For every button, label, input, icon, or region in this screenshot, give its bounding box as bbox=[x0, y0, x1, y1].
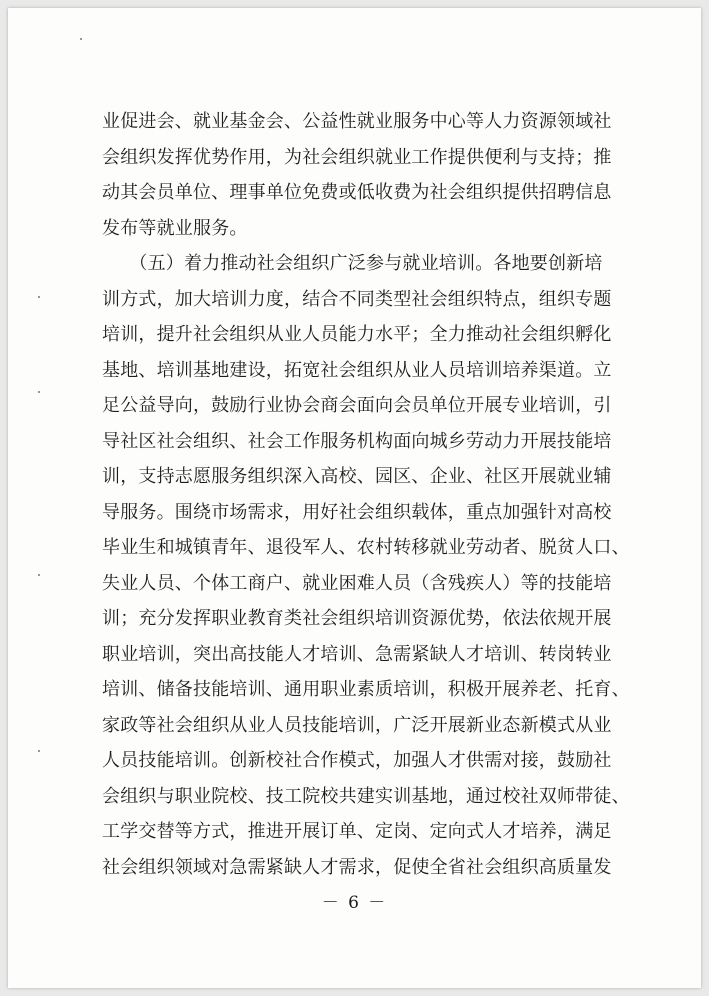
text-line: 足公益导向，鼓励行业协会商会面向会员单位开展专业培训，引 bbox=[102, 395, 612, 416]
scan-speck bbox=[38, 750, 40, 752]
text-line: 发布等就业服务。 bbox=[102, 217, 248, 239]
text-line: 会组织发挥优势作用，为社会组织就业工作提供便利与支持；推 bbox=[102, 146, 612, 168]
text-line: 职业培训，突出高技能人才培训、急需紧缺人才培训、转岗转业 bbox=[102, 643, 612, 665]
text-line: 工学交替等方式，推进开展订单、定岗、定向式人才培养，满足 bbox=[102, 821, 612, 842]
text-line: 培训、储备技能培训、通用职业素质培训，积极开展养老、托育、 bbox=[102, 679, 630, 700]
text-line: 社会组织领域对急需紧缺人才需求，促使全省社会组织高质量发 bbox=[102, 856, 612, 878]
scan-speck bbox=[80, 38, 82, 40]
text-line: 训；充分发挥职业教育类社会组织培训资源优势，依法依规开展 bbox=[102, 608, 612, 629]
text-line: 业促进会、就业基金会、公益性就业服务中心等人力资源领域社 bbox=[102, 111, 612, 132]
text-line: （五）着力推动社会组织广泛参与就业培训。各地要创新培 bbox=[102, 253, 603, 274]
text-line: 导社区社会组织、社会工作服务机构面向城乡劳动力开展技能培 bbox=[102, 430, 612, 452]
scan-speck bbox=[38, 391, 40, 393]
text-line: 训方式，加大培训力度，结合不同类型社会组织特点，组织专题 bbox=[102, 288, 612, 310]
text-line: 基地、培训基地建设，拓宽社会组织从业人员培训培养渠道。立 bbox=[102, 359, 612, 381]
text-line: 训，支持志愿服务组织深入高校、园区、企业、社区开展就业辅 bbox=[102, 466, 612, 487]
text-line: 动其会员单位、理事单位免费或低收费为社会组织提供招聘信息 bbox=[102, 182, 612, 203]
text-line: 人员技能培训。创新校社合作模式，加强人才供需对接，鼓励社 bbox=[102, 750, 612, 771]
page-number: － 6 － bbox=[321, 893, 388, 913]
text-line: 毕业生和城镇青年、退役军人、农村转移就业劳动者、脱贫人口、 bbox=[102, 537, 630, 558]
text-line: 会组织与职业院校、技工院校共建实训基地，通过校社双师带徒、 bbox=[102, 785, 630, 807]
text-line: 导服务。围绕市场需求，用好社会组织载体，重点加强针对高校 bbox=[102, 501, 612, 523]
text-line: 培训，提升社会组织从业人员能力水平；全力推动社会组织孵化 bbox=[102, 324, 612, 345]
scan-speck bbox=[38, 296, 40, 298]
document-page bbox=[8, 8, 701, 988]
text-line: 失业人员、个体工商户、就业困难人员（含残疾人）等的技能培 bbox=[102, 572, 612, 594]
body-text bbox=[102, 104, 630, 885]
text-line: 家政等社会组织从业人员技能培训，广泛开展新业态新模式从业 bbox=[102, 714, 612, 736]
scan-speck bbox=[38, 574, 40, 576]
